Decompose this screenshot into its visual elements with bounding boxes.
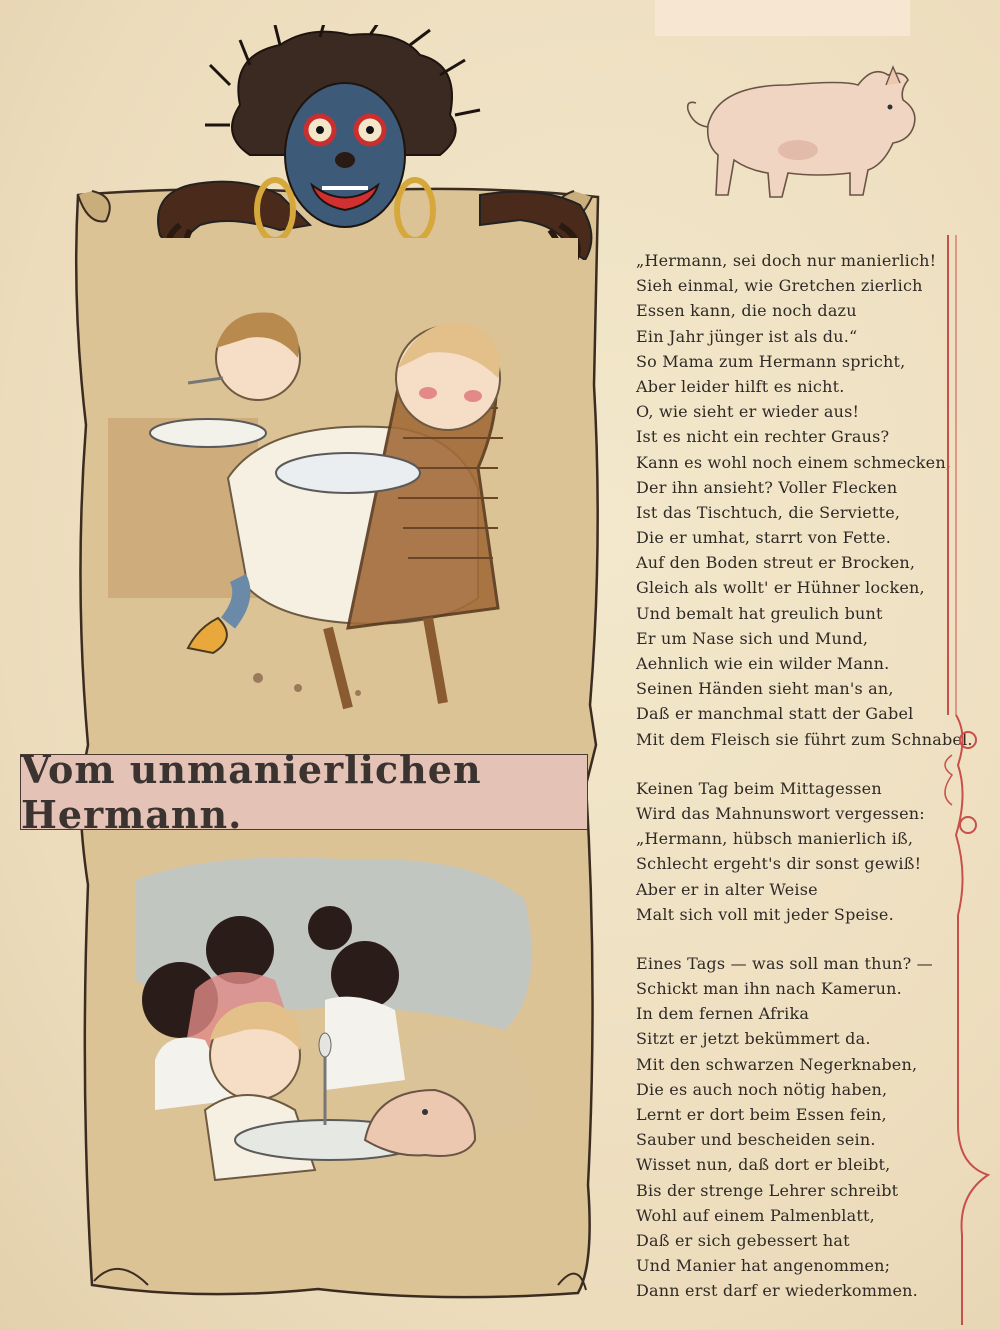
poem-line: Wisset nun, daß dort er bleibt, [636, 1155, 891, 1175]
border-ornament [928, 235, 1000, 1325]
poem [636, 248, 973, 1328]
children-and-pig-illustration [95, 840, 545, 1220]
poem-line: Mit dem Fleisch sie führt zum Schnabel. [636, 729, 973, 749]
poem-line: Sieh einmal, wie Gretchen zierlich [636, 276, 923, 296]
page-title: Vom unmanierlichen Hermann. [21, 747, 482, 837]
poem-line: Gleich als wollt' er Hühner locken, [636, 578, 925, 598]
poem-line: Aber er in alter Weise [636, 879, 818, 899]
pig-illustration [678, 55, 918, 205]
poem-line: So Mama zum Hermann spricht, [636, 351, 906, 371]
poem-line: Lernt er dort beim Essen fein, [636, 1105, 887, 1124]
poem-line: Schickt man ihn nach Kamerun. [636, 979, 902, 999]
poem-line: Malt sich voll mit jeder Speise. [636, 904, 894, 924]
poem-line: Daß er manchmal statt der Gabel [636, 704, 914, 724]
stanza-1 [636, 248, 973, 752]
poem-line: Aber leider hilft es nicht. [636, 376, 845, 396]
poem-line: Der ihn ansieht? Voller Flecken [636, 477, 898, 497]
poem-line: Daß er sich gebessert hat [636, 1230, 850, 1250]
poem-line: Seinen Händen sieht man's an, [636, 679, 894, 699]
poem-line: Essen kann, die noch dazu [636, 301, 857, 321]
stanza-3 [636, 951, 946, 1304]
poem-line: Aehnlich wie ein wilder Mann. [636, 654, 890, 673]
poem-line: Und Manier hat angenommen; [636, 1256, 891, 1276]
poem-line: Ist das Tischtuch, die Serviette, [636, 502, 901, 522]
poem-line: Kann es wohl noch einem schmecken, [636, 452, 952, 472]
poem-line: Und bemalt hat greulich bunt [636, 603, 883, 623]
poem-line: In dem fernen Afrika [636, 1004, 810, 1024]
poem-line: Auf den Boden streut er Brocken, [636, 553, 916, 573]
masked-figure-illustration [80, 25, 630, 260]
poem-line: Bis der strenge Lehrer schreibt [636, 1180, 899, 1200]
poem-line: „Hermann, sei doch nur manierlich! [636, 251, 937, 270]
stanza-2 [636, 776, 946, 927]
poem-line: O, wie sieht er wieder aus! [636, 402, 860, 422]
poem-line: „Hermann, hübsch manierlich iß, [636, 829, 914, 849]
poem-line: Sitzt er jetzt bekümmert da. [636, 1029, 871, 1049]
poem-line: Die es auch noch nötig haben, [636, 1079, 888, 1099]
poem-line: Eines Tags — was soll man thun? — [636, 953, 933, 973]
poem-line: Keinen Tag beim Mittagessen [636, 778, 882, 798]
children-eating-illustration [98, 238, 578, 718]
poem-line: Wohl auf einem Palmenblatt, [636, 1205, 875, 1225]
poem-line: Sauber und bescheiden sein. [636, 1130, 876, 1150]
poem-line: Wird das Mahnunswort vergessen: [636, 803, 925, 823]
poem-line: Dann erst darf er wiederkommen. [636, 1281, 918, 1301]
poem-line: Ein Jahr jünger ist als du.“ [636, 326, 858, 346]
top-strip [655, 0, 910, 36]
poem-line: Die er umhat, starrt von Fette. [636, 528, 891, 548]
poem-line: Mit den schwarzen Negerknaben, [636, 1054, 918, 1074]
poem-line: Schlecht ergeht's dir sonst gewiß! [636, 854, 922, 874]
poem-line: Er um Nase sich und Mund, [636, 628, 869, 648]
poem-line: Ist es nicht ein rechter Graus? [636, 427, 890, 447]
title-banner [20, 747, 588, 837]
